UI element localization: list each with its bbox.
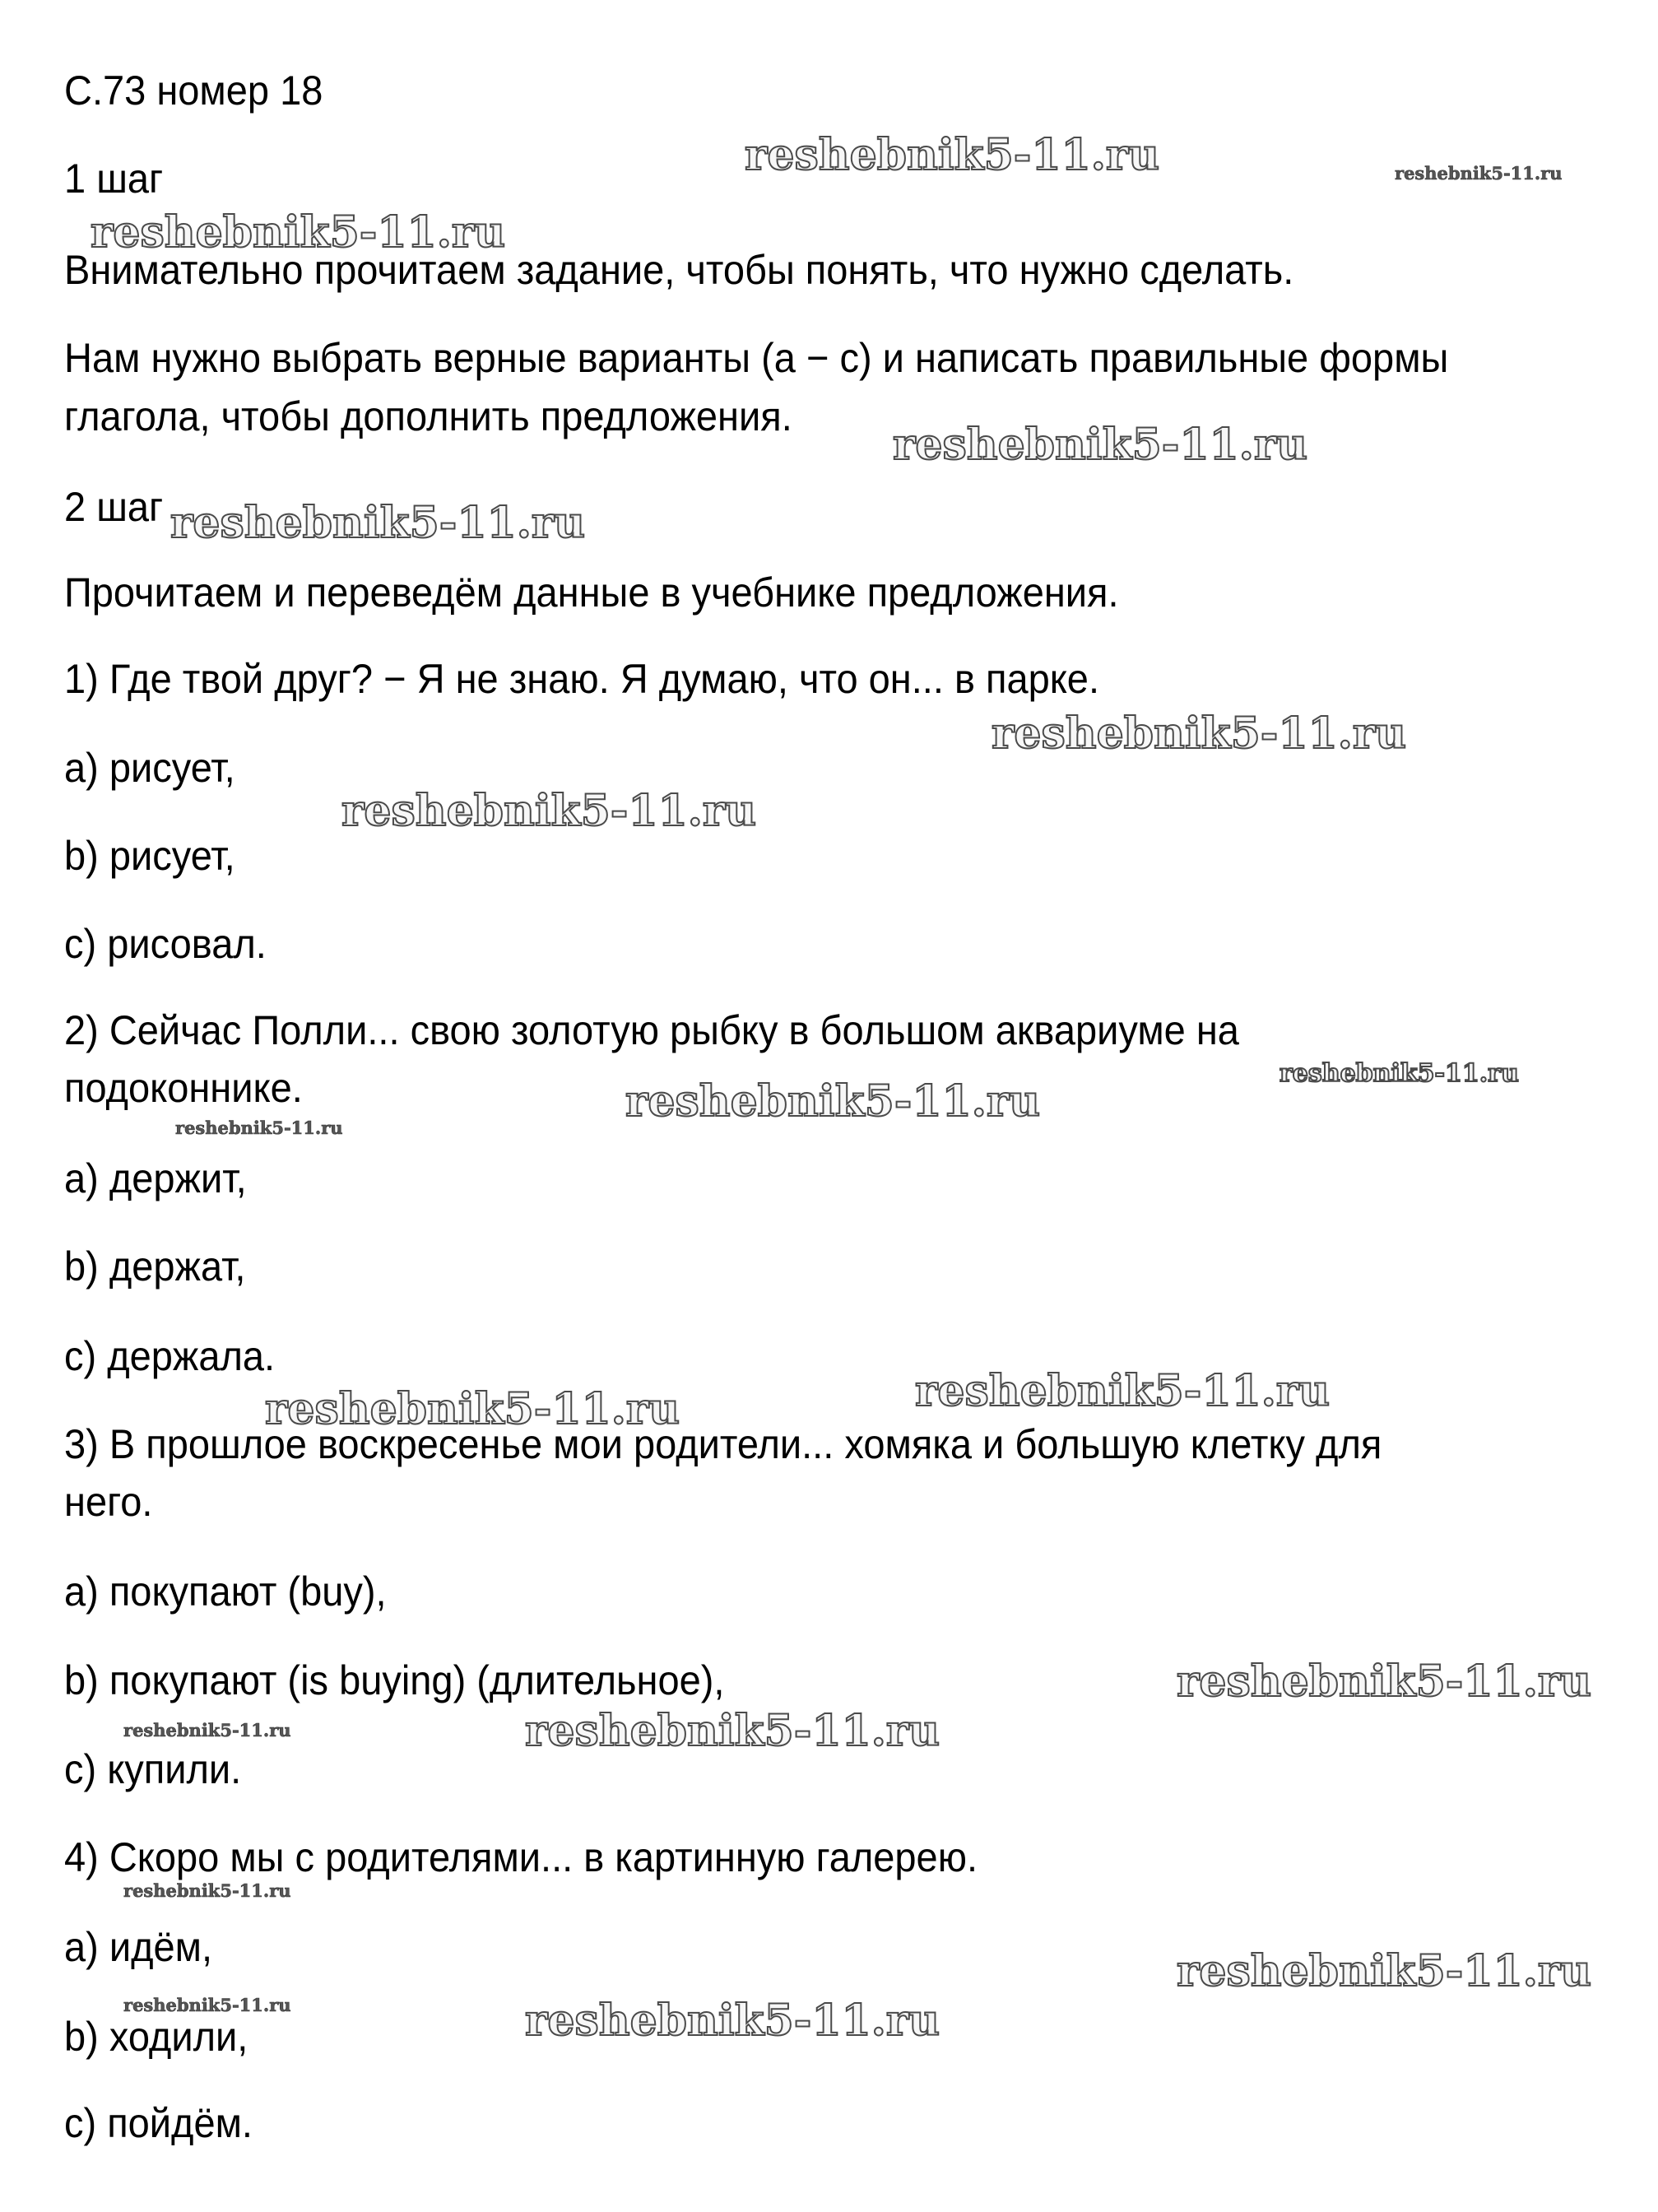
watermark: reshebnik5-11.ru — [341, 786, 757, 836]
question-3-line2: него. — [64, 1479, 153, 1525]
watermark: reshebnik5-11.ru — [893, 420, 1308, 470]
watermark: reshebnik5-11.ru — [1177, 1657, 1592, 1707]
step1-task-line1: Нам нужно выбрать верные варианты (a − c) и написать правильные формы — [64, 335, 1449, 381]
watermark: reshebnik5-11.ru — [123, 1720, 291, 1740]
step1-title: 1 шаг — [64, 156, 164, 202]
question-2-line2: подоконнике. — [64, 1065, 303, 1111]
watermark: reshebnik5-11.ru — [123, 1995, 291, 2015]
option-4c: c) пойдём. — [64, 2100, 253, 2146]
option-3a: a) покупают (buy), — [64, 1568, 387, 1615]
watermark: reshebnik5-11.ru — [745, 130, 1160, 180]
step2-text: Прочитаем и переведём данные в учебнике предложения. — [64, 569, 1119, 616]
watermark: reshebnik5-11.ru — [992, 709, 1407, 759]
option-3b: b) покупают (is buying) (длительное), — [64, 1657, 725, 1703]
option-4a: a) идём, — [64, 1924, 213, 1970]
page-heading: С.73 номер 18 — [64, 67, 323, 114]
watermark: reshebnik5-11.ru — [1279, 1059, 1519, 1088]
option-1a: a) рисует, — [64, 745, 235, 791]
watermark: reshebnik5-11.ru — [170, 498, 586, 548]
option-2c: c) держала. — [64, 1333, 276, 1379]
watermark: reshebnik5-11.ru — [91, 207, 506, 258]
watermark: reshebnik5-11.ru — [123, 1880, 291, 1901]
watermark: reshebnik5-11.ru — [265, 1384, 680, 1434]
question-3-line1: 3) В прошлое воскресенье мои родители... хомяка и большую клетку для — [64, 1421, 1382, 1467]
watermark: reshebnik5-11.ru — [525, 1706, 940, 1756]
watermark: reshebnik5-11.ru — [915, 1366, 1331, 1416]
watermark: reshebnik5-11.ru — [175, 1118, 343, 1138]
question-1: 1) Где твой друг? − Я не знаю. Я думаю, что он... в парке. — [64, 656, 1100, 702]
option-3c: c) купили. — [64, 1746, 242, 1792]
option-2b: b) держат, — [64, 1243, 246, 1290]
watermark: reshebnik5-11.ru — [1177, 1946, 1592, 1996]
question-4: 4) Скоро мы с родителями... в картинную галерею. — [64, 1834, 978, 1880]
watermark: reshebnik5-11.ru — [525, 1996, 940, 2046]
watermark: reshebnik5-11.ru — [1395, 163, 1563, 184]
question-2-line1: 2) Сейчас Полли... свою золотую рыбку в большом аквариуме на — [64, 1007, 1239, 1053]
option-1b: b) рисует, — [64, 833, 235, 879]
step1-text: Внимательно прочитаем задание, чтобы понять, что нужно сделать. — [64, 247, 1294, 293]
option-1c: c) рисовал. — [64, 921, 267, 967]
step1-task-line2: глагола, чтобы дополнить предложения. — [64, 393, 792, 439]
option-4b: b) ходили, — [64, 2014, 248, 2060]
watermark: reshebnik5-11.ru — [625, 1076, 1041, 1127]
step2-title: 2 шаг — [64, 484, 164, 530]
option-2a: a) держит, — [64, 1155, 247, 1201]
